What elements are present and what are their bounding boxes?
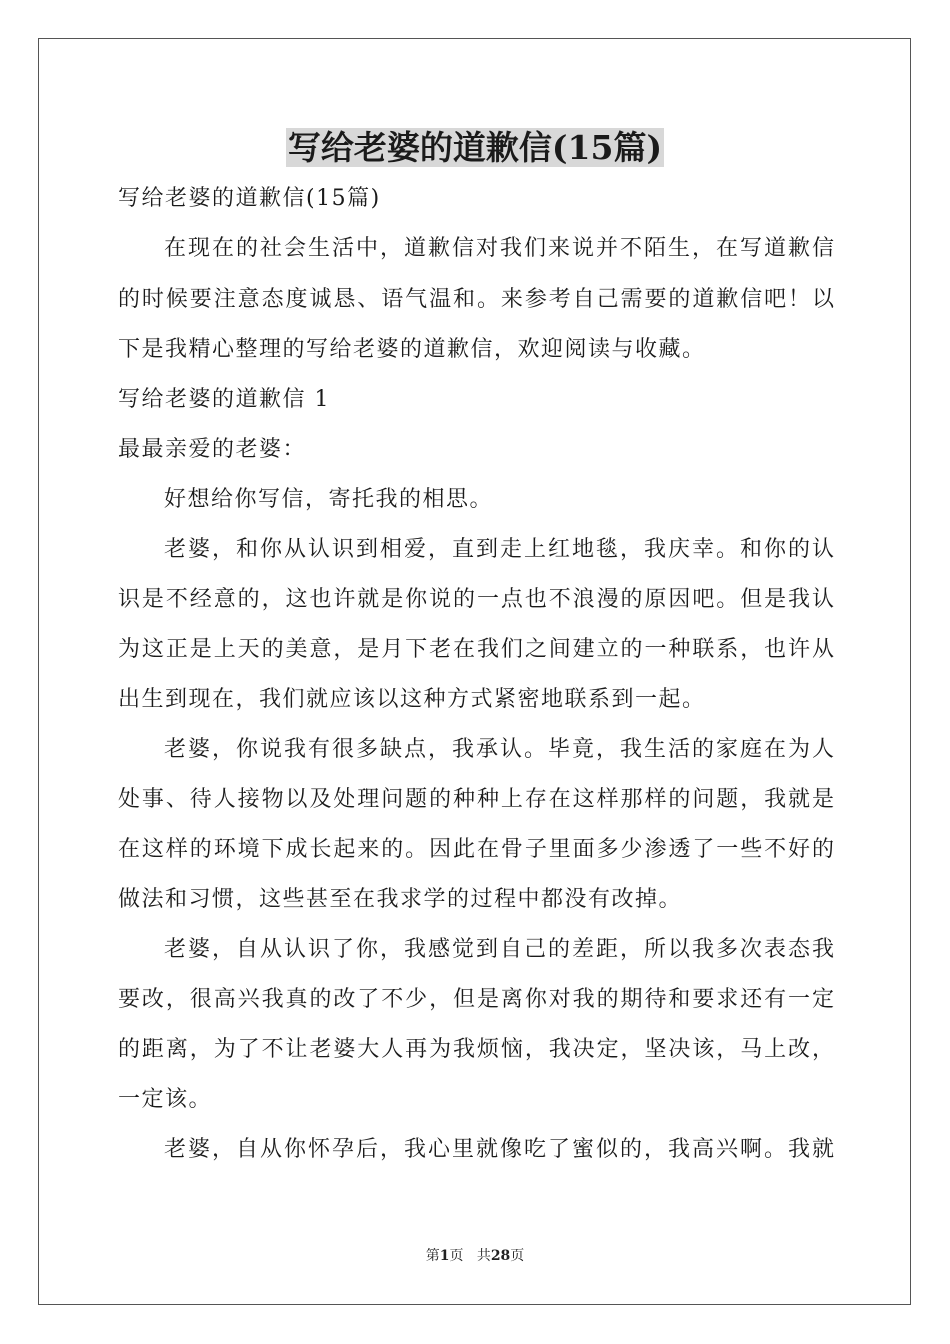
paragraph-3-line-2: 处事、待人接物以及处理问题的种种上存在这样那样的问题，我就是 bbox=[118, 787, 834, 812]
total-suffix: 页 bbox=[510, 1248, 525, 1264]
paragraph-4-line-3: 的距离，为了不让老婆大人再为我烦恼，我决定，坚决该，马上改， bbox=[118, 1037, 834, 1062]
intro-line-1: 在现在的社会生活中，道歉信对我们来说并不陌生，在写道歉信 bbox=[164, 236, 834, 261]
intro-line-2: 的时候要注意态度诚恳、语气温和。来参考自己需要的道歉信吧！以 bbox=[118, 287, 834, 312]
page-current: 1 bbox=[439, 1248, 450, 1264]
paragraph-4-line-4: 一定该。 bbox=[118, 1087, 213, 1112]
total-prefix: 共 bbox=[476, 1248, 491, 1264]
paragraph-2-line-3: 为这正是上天的美意，是月下老在我们之间建立的一种联系，也许从 bbox=[118, 637, 834, 662]
paragraph-4-line-1: 老婆，自从认识了你，我感觉到自己的差距，所以我多次表态我 bbox=[164, 937, 834, 962]
page-suffix: 页 bbox=[449, 1248, 464, 1264]
paragraph-2-line-4: 出生到现在，我们就应该以这种方式紧密地联系到一起。 bbox=[118, 687, 706, 712]
paragraph-2-line-1: 老婆，和你从认识到相爱，直到走上红地毯，我庆幸。和你的认 bbox=[164, 537, 834, 562]
document-title-text: 写给老婆的道歉信(15篇) bbox=[287, 128, 663, 167]
document-subtitle: 写给老婆的道歉信(15篇) bbox=[118, 186, 381, 211]
document-title bbox=[0, 124, 950, 172]
salutation: 最最亲爱的老婆： bbox=[118, 437, 307, 462]
paragraph-3-line-4: 做法和习惯，这些甚至在我求学的过程中都没有改掉。 bbox=[118, 887, 683, 912]
paragraph-2-line-2: 识是不经意的，这也许就是你说的一点也不浪漫的原因吧。但是我认 bbox=[118, 587, 834, 612]
paragraph-1-line-1: 好想给你写信，寄托我的相思。 bbox=[164, 487, 494, 512]
paragraph-5-line-1: 老婆，自从你怀孕后，我心里就像吃了蜜似的，我高兴啊。我就 bbox=[164, 1137, 834, 1162]
paragraph-3-line-3: 在这样的环境下成长起来的。因此在骨子里面多少渗透了一些不好的 bbox=[118, 837, 834, 862]
paragraph-3-line-1: 老婆，你说我有很多缺点，我承认。毕竟，我生活的家庭在为人 bbox=[164, 737, 834, 762]
paragraph-4-line-2: 要改，很高兴我真的改了不少，但是离你对我的期待和要求还有一定 bbox=[118, 987, 834, 1012]
page-prefix: 第 bbox=[425, 1248, 440, 1264]
section-heading: 写给老婆的道歉信 1 bbox=[118, 387, 330, 412]
page-total: 28 bbox=[490, 1248, 511, 1264]
intro-line-3: 下是我精心整理的写给老婆的道歉信，欢迎阅读与收藏。 bbox=[118, 337, 706, 362]
page-footer bbox=[0, 1246, 950, 1266]
